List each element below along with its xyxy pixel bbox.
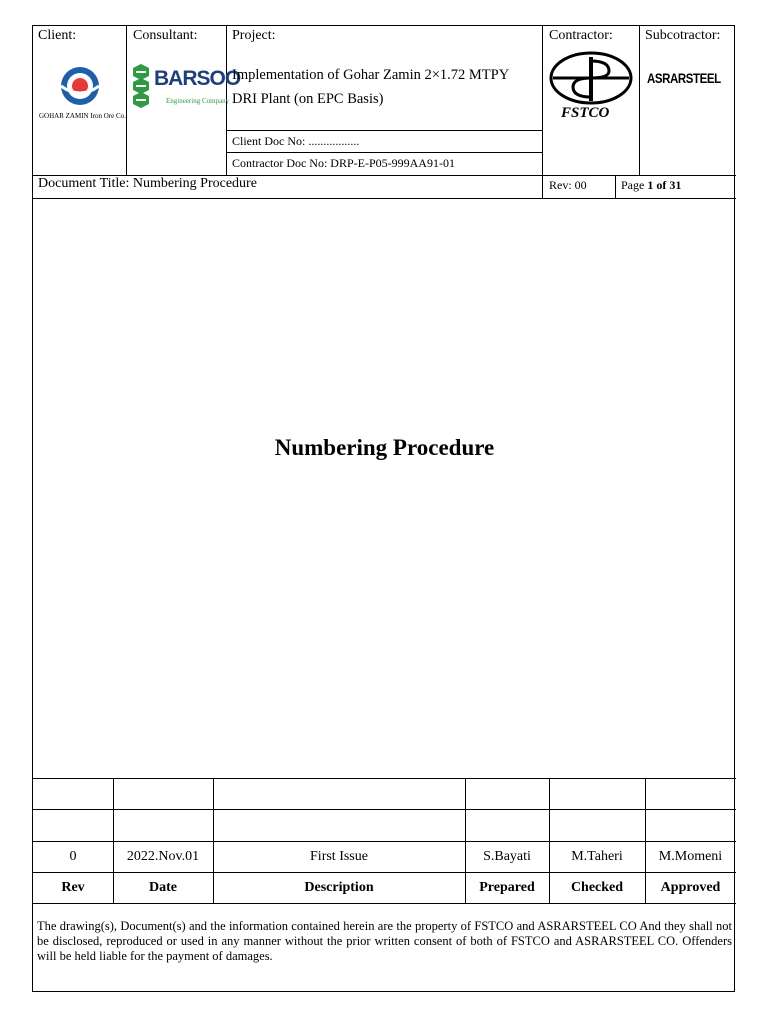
revision-label: Rev: 00	[549, 178, 587, 192]
project-title-line-1: Implementation of Gohar Zamin 2×1.72 MTPY	[232, 67, 510, 83]
revision-description-value: First Issue	[310, 848, 368, 864]
header-divider	[33, 198, 736, 199]
fstco-logo-mark	[549, 51, 633, 105]
asrarsteel-logo-text: ASRARSTEEL	[647, 70, 721, 86]
barsoo-logo-text: BARSOO	[154, 67, 241, 90]
revision-date-value: 2022.Nov.01	[126, 848, 200, 864]
client-doc-no: Client Doc No: .................	[232, 134, 360, 148]
header-divider	[226, 130, 542, 131]
header-divider	[615, 175, 616, 199]
revision-table-line	[33, 778, 736, 779]
header-divider	[639, 26, 640, 175]
barsoo-logo-mark	[130, 62, 152, 108]
revision-header-date: Date	[149, 879, 177, 895]
client-logo-text: GOHAR ZAMIN Iron Ore Co.	[39, 112, 126, 120]
project-title-line-2: DRI Plant (on EPC Basis)	[232, 91, 384, 107]
revision-header-prepared: Prepared	[479, 879, 535, 895]
document-frame	[32, 25, 735, 992]
revision-prepared-value: S.Bayati	[483, 848, 531, 864]
gohar-zamin-logo	[53, 66, 107, 106]
confidentiality-notice: The drawing(s), Document(s) and the information contained herein are the property of FSTCO and ASRARSTEEL CO And they shall not be disclosed, reproduced or used in any manner without the prior written consent of both of FSTCO and ASRARSTEEL CO. Offenders will be held liable for the payment of damages.	[37, 919, 732, 963]
revision-rev-value: 0	[69, 848, 77, 864]
revision-header-approved: Approved	[660, 879, 721, 895]
contractor-label: Contractor:	[549, 28, 613, 43]
subcontractor-label: Subcotractor:	[645, 28, 721, 43]
fstco-logo-text: FSTCO	[561, 105, 610, 121]
client-label: Client:	[38, 28, 77, 43]
revision-header-rev: Rev	[61, 879, 85, 895]
main-title: Numbering Procedure	[274, 435, 495, 460]
revision-header-checked: Checked	[570, 879, 624, 895]
revision-header-description: Description	[304, 879, 374, 895]
header-divider	[226, 152, 542, 153]
revision-checked-value: M.Taheri	[571, 848, 623, 864]
barsoo-logo-subtext: Engineering Company	[166, 97, 230, 105]
header-divider	[542, 26, 543, 199]
revision-table-line	[33, 903, 736, 904]
header-divider	[126, 26, 127, 175]
document-title: Document Title: Numbering Procedure	[38, 176, 257, 191]
contractor-doc-no: Contractor Doc No: DRP-E-P05-999AA91-01	[232, 156, 455, 170]
page-indicator: Page 1 of 31	[621, 178, 682, 192]
revision-table-line	[33, 809, 736, 810]
consultant-label: Consultant:	[133, 28, 198, 43]
revision-approved-value: M.Momeni	[658, 848, 723, 864]
project-label: Project:	[232, 28, 276, 43]
